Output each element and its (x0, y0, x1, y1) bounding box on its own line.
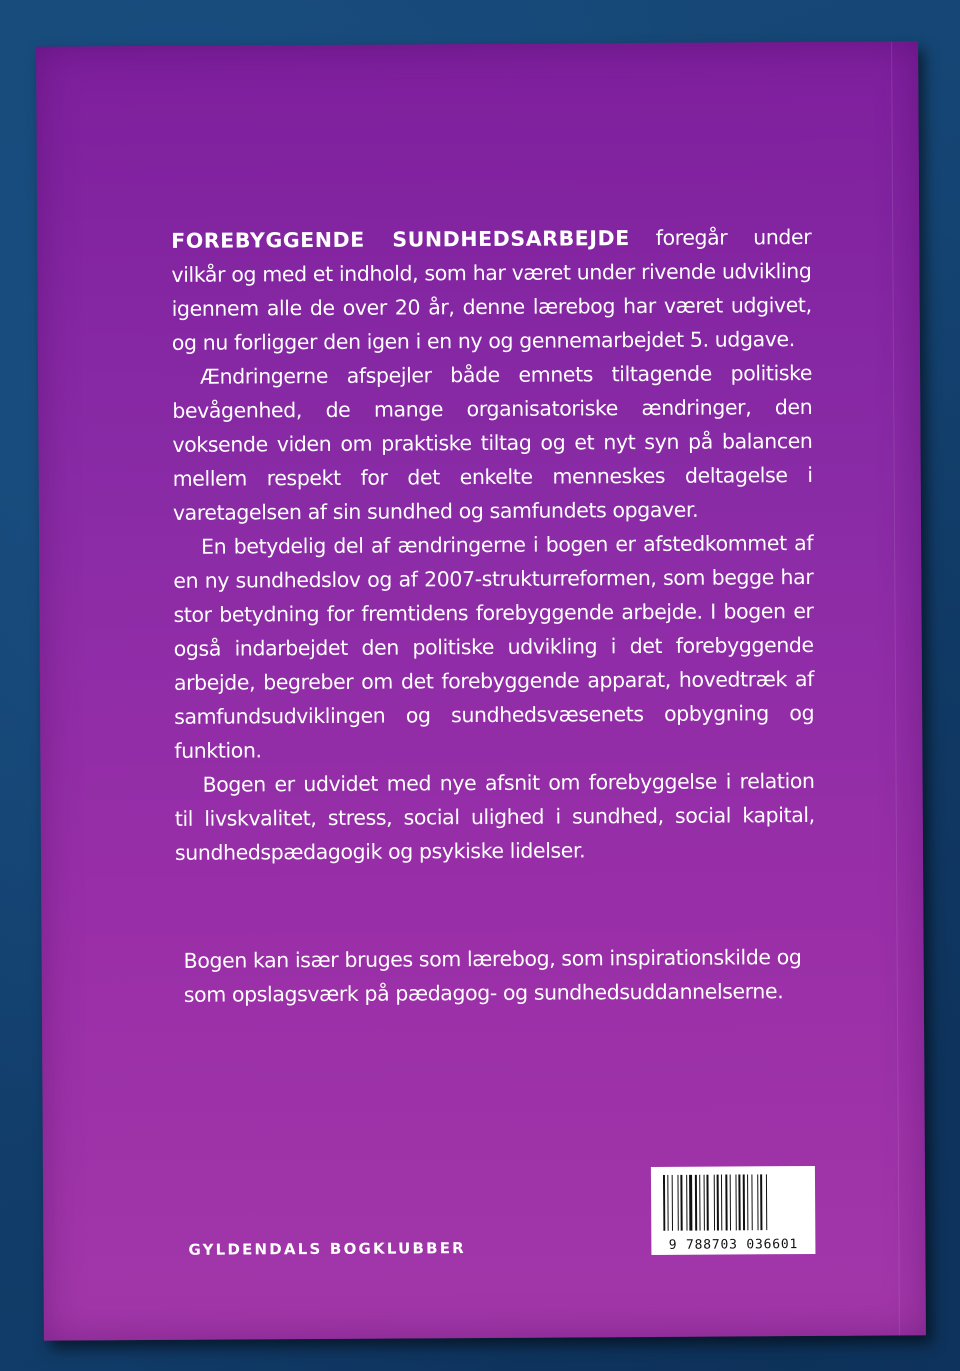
paragraph-reform: En betydelig del af ændringerne i bogen er afstedkommet af en ny sundhedslov og af 2007-strukturreformen, som begge har stor betydning for fremtidens forebyggende arbejde. I bogen er også indarbejdet den politiske udvikling i det forebyggende arbejde, begreber om det forebyggende apparat, hovedtræk af samfundsudviklingen og sundhedsvæsenets opbygning og funktion. (173, 530, 815, 763)
barcode-bar (663, 1175, 665, 1231)
book-title: FOREBYGGENDE SUNDHEDSARBEJDE (171, 226, 630, 253)
barcode-bar (677, 1175, 678, 1231)
paragraph-changes: Ændringerne afspejler både emnets tiltagende politiske bevågenhed, de mange organisatoriske ændringer, den voksende viden om praktiske tiltag og et nyt syn på balancen mellem respekt for det enkelte menneskes deltagelse i varetagelsen af sin sundhed og samfundets opgaver. (172, 360, 813, 525)
barcode-bar (680, 1175, 682, 1231)
barcode-bar (689, 1175, 692, 1231)
closing-statement: Bogen kan især bruges som lærebog, som inspirationskilde og som opslagsværk på pædagog- og sundhedsuddannelserne. (183, 945, 802, 1007)
barcode-bar (725, 1175, 727, 1231)
paragraph-new-sections: Bogen er udvidet med nye afsnit om forebyggelse i relation til livskvalitet, stress, social ulighed i sundhed, social kapital, sundhedspædagogik og psykiske lidelser. (174, 768, 815, 865)
barcode-bar (751, 1174, 752, 1230)
barcode-bar (766, 1174, 767, 1230)
cover-description (171, 220, 815, 870)
barcode-bar (757, 1174, 758, 1230)
barcode-bar (730, 1174, 731, 1230)
book-back-cover (36, 41, 926, 1340)
publisher-name: GYLDENDALS BOGKLUBBER (188, 1239, 466, 1259)
barcode-bar (747, 1174, 748, 1230)
barcode-bar (672, 1175, 673, 1231)
paragraph-intro-text: foregår under vilkår og med et indhold, som har været under rivende udvikling igennem alle de over 20 år, denne lærebog har været udgivet, og nu forligger den igen i en ny og gennemarbejdet 5. udgave. (171, 224, 812, 355)
barcode-bar (667, 1175, 668, 1231)
barcode-bar (743, 1174, 745, 1230)
barcode-bar (738, 1174, 740, 1230)
isbn-number: 9 788703 036601 (668, 1237, 799, 1253)
barcode-bar (717, 1175, 719, 1231)
barcode-bar (699, 1175, 700, 1231)
barcode-bar (760, 1174, 762, 1230)
barcode-bar (721, 1175, 722, 1231)
paragraph-intro (171, 220, 812, 360)
barcode-bar (686, 1175, 687, 1231)
barcode-bar (714, 1175, 715, 1231)
barcode-bar (735, 1174, 736, 1230)
barcode-bar (706, 1175, 708, 1231)
barcode-bar (704, 1175, 705, 1231)
barcode (651, 1166, 816, 1255)
barcode-bars (663, 1174, 803, 1231)
barcode-bar (695, 1175, 697, 1231)
